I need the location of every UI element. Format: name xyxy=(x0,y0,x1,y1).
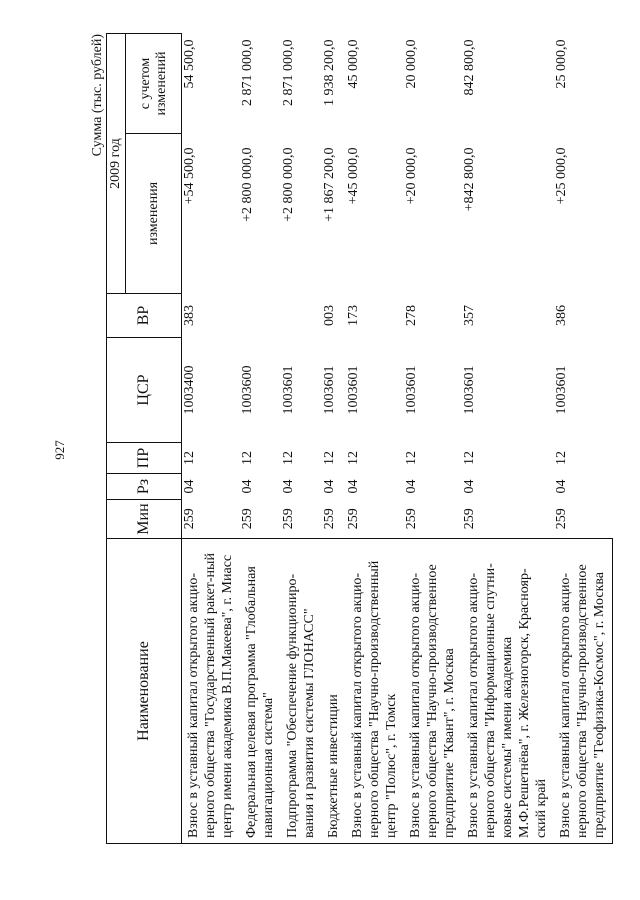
row-rz: 04 xyxy=(182,479,197,494)
row-total: 54 500,0 xyxy=(182,39,197,89)
row-min: 259 xyxy=(281,508,296,530)
row-name: Взнос в уставный капитал открытого акцио-нерного общества "Научно-производственный центр "Полюс", г. Томск xyxy=(346,539,404,844)
row-rz: 04 xyxy=(346,479,361,494)
row-total: 45 000,0 xyxy=(346,39,361,89)
row-change: +45 000,0 xyxy=(346,147,361,205)
row-rz: 04 xyxy=(240,479,255,494)
row-vr xyxy=(281,294,322,338)
row-csr: 1003601 xyxy=(404,365,419,415)
row-vr: 383 xyxy=(182,305,197,326)
row-change: +1 867 200,0 xyxy=(322,147,337,222)
row-csr: 1003601 xyxy=(554,365,569,415)
row-min: 259 xyxy=(240,508,255,530)
row-vr: 357 xyxy=(462,305,477,326)
row-name: Подпрограмма "Обеспечение функциониро-вания и развития системы ГЛОНАСС" xyxy=(281,539,322,844)
row-name: Федеральная целевая программа "Глобальная навигационная система" xyxy=(240,539,281,844)
table-row xyxy=(346,34,404,844)
row-rz: 04 xyxy=(322,479,337,494)
header-year: 2009 год xyxy=(107,34,126,294)
header-name: Наименование xyxy=(107,539,182,844)
header-rz: Рз xyxy=(107,474,182,500)
row-min: 259 xyxy=(554,508,569,530)
budget-table xyxy=(106,33,613,844)
row-min: 259 xyxy=(462,508,477,530)
header-csr: ЦСР xyxy=(107,338,182,443)
header-vr: ВР xyxy=(107,294,182,338)
row-csr: 1003601 xyxy=(322,365,337,415)
row-min: 259 xyxy=(322,508,337,530)
row-pr: 12 xyxy=(240,451,255,465)
row-vr: 003 xyxy=(322,305,337,326)
table-row xyxy=(554,34,613,844)
header-row xyxy=(107,34,126,844)
row-name: Бюджетные инвестиции xyxy=(322,539,346,844)
row-vr: 173 xyxy=(346,305,361,326)
row-total: 20 000,0 xyxy=(404,39,419,89)
row-pr: 12 xyxy=(322,451,337,465)
row-pr: 12 xyxy=(462,451,477,465)
header-min: Мин xyxy=(107,500,182,539)
row-name: Взнос в уставный капитал открытого акцио-нерного общества "Государственный ракет-ный центр имени академика В.П.Макеева", г. Миасс xyxy=(182,539,241,844)
row-csr: 1003400 xyxy=(182,365,197,415)
table-row xyxy=(322,34,346,844)
row-vr: 278 xyxy=(404,305,419,326)
row-total: 25 000,0 xyxy=(554,39,569,89)
row-rz: 04 xyxy=(281,479,296,494)
row-pr: 12 xyxy=(281,451,296,465)
row-csr: 1003601 xyxy=(346,365,361,415)
row-name: Взнос в уставный капитал открытого акцио-нерного общества "Информационные спутни-ковые системы" имени академика М.Ф.Решетнёва", г. Железногорск, Краснояр-ский край xyxy=(462,539,554,844)
row-csr: 1003600 xyxy=(240,365,255,415)
table-row xyxy=(182,34,241,844)
table-row xyxy=(240,34,281,844)
row-rz: 04 xyxy=(462,479,477,494)
row-vr xyxy=(240,294,281,338)
row-total: 842 800,0 xyxy=(462,39,477,96)
row-csr: 1003601 xyxy=(281,365,296,415)
row-pr: 12 xyxy=(554,451,569,465)
table-row xyxy=(404,34,462,844)
header-pr: ПР xyxy=(107,443,182,474)
table-row xyxy=(462,34,554,844)
row-vr: 386 xyxy=(554,305,569,326)
table-row xyxy=(281,34,322,844)
row-rz: 04 xyxy=(554,479,569,494)
row-pr: 12 xyxy=(346,451,361,465)
row-change: +2 800 000,0 xyxy=(281,147,296,222)
row-total: 1 938 200,0 xyxy=(322,39,337,106)
row-pr: 12 xyxy=(404,451,419,465)
header-with-changes: с учетом изменений xyxy=(126,34,182,134)
units-caption: Сумма (тыс. рублей) xyxy=(90,34,105,157)
row-rz: 04 xyxy=(404,479,419,494)
page-number: 927 xyxy=(52,440,67,460)
row-min: 259 xyxy=(404,508,419,530)
row-name: Взнос в уставный капитал открытого акцио-нерного общества "Научно-производственное предприятие "Квант", г. Москва xyxy=(404,539,462,844)
row-min: 259 xyxy=(346,508,361,530)
row-name: Взнос в уставный капитал открытого акцио-нерного общества "Научно-производственное предприятие "Геофизика-Космос", г. Москва xyxy=(554,539,613,844)
header-changes: изменения xyxy=(126,134,182,294)
row-change: +20 000,0 xyxy=(404,147,419,205)
row-change: +2 800 000,0 xyxy=(240,147,255,222)
row-pr: 12 xyxy=(182,451,197,465)
row-change: +842 800,0 xyxy=(462,147,477,212)
row-total: 2 871 000,0 xyxy=(240,39,255,106)
row-change: +25 000,0 xyxy=(554,147,569,205)
row-total: 2 871 000,0 xyxy=(281,39,296,106)
row-min: 259 xyxy=(182,508,197,530)
row-csr: 1003601 xyxy=(462,365,477,415)
row-change: +54 500,0 xyxy=(182,147,197,205)
